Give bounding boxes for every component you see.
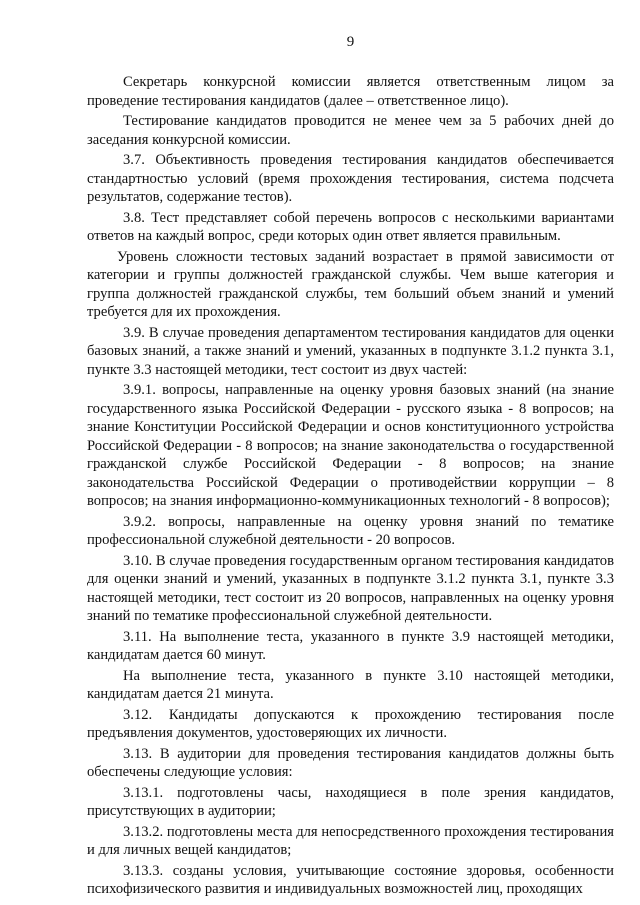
paragraph-difficulty-level: Уровень сложности тестовых заданий возрастает в прямой зависимости от категории и группы должностей гражданской службы. Чем выше категория и группа должностей гражданской службы, тем больший объем знаний и умений требуется для их прохождения. <box>87 248 614 320</box>
paragraph-3-13-1: 3.13.1. подготовлены часы, находящиеся в поле зрения кандидатов, присутствующих в аудитории; <box>87 784 614 819</box>
paragraph-3-13: 3.13. В аудитории для проведения тестирования кандидатов должны быть обеспечены следующие условия: <box>87 745 614 780</box>
paragraph-secretary: Секретарь конкурсной комиссии является ответственным лицом за проведение тестирования кандидатов (далее – ответственное лицо). <box>87 74 614 109</box>
page-number: 9 <box>346 34 355 50</box>
paragraph-3-11: 3.11. На выполнение теста, указанного в пункте 3.9 настоящей методики, кандидатам дается 60 минут. <box>87 628 614 663</box>
paragraph-testing-timing: Тестирование кандидатов проводится не менее чем за 5 рабочих дней до заседания конкурсной комиссии. <box>87 113 614 148</box>
paragraph-3-13-3: 3.13.3. созданы условия, учитывающие состояние здоровья, особенности психофизического развития и индивидуальных возможностей лиц, проходящих <box>87 862 614 897</box>
paragraph-3-13-2: 3.13.2. подготовлены места для непосредственного прохождения тестирования и для личных вещей кандидатов; <box>87 823 614 858</box>
paragraph-3-9: 3.9. В случае проведения департаментом тестирования кандидатов для оценки базовых знаний, а также знаний и умений, указанных в подпункте 3.1.2 пункта 3.1, пункте 3.3 настоящей методики, тест состоит из двух частей: <box>87 324 614 378</box>
paragraph-3-7: 3.7. Объективность проведения тестирования кандидатов обеспечивается стандартностью условий (время прохождения тестирования, система подсчета результатов, содержание тестов). <box>87 152 614 205</box>
paragraph-3-12: 3.12. Кандидаты допускаются к прохождению тестирования после предъявления документов, удостоверяющих их личности. <box>87 706 614 741</box>
paragraph-3-9-2: 3.9.2. вопросы, направленные на оценку уровня знаний по тематике профессиональной служебной деятельности - 20 вопросов. <box>87 513 614 548</box>
paragraph-3-8: 3.8. Тест представляет собой перечень вопросов с несколькими вариантами ответов на каждый вопрос, среди которых один ответ является правильным. <box>87 209 614 244</box>
paragraph-3-11-continued: На выполнение теста, указанного в пункте 3.10 настоящей методики, кандидатам дается 21 минута. <box>87 667 614 702</box>
paragraph-3-10: 3.10. В случае проведения государственным органом тестирования кандидатов для оценки знаний и умений, указанных в подпункте 3.1.2 пункта 3.1, пункте 3.3 настоящей методики, тест состоит из 20 вопросов, направленных на оценку уровня знаний по тематике профессиональной служебной деятельности. <box>87 552 614 624</box>
paragraph-3-9-1: 3.9.1. вопросы, направленные на оценку уровня базовых знаний (на знание государственного языка Российской Федерации - русского языка - 8 вопросов; на знание Конституции Российской Федерации и основ конституционного устройства Российской Федерации - 8 вопросов; на знание законодательства о государственной гражданской службе Российской Федерации - 8 вопросов; на знание законодательства Российской Федерации о противодействии коррупции – 8 вопросов; на знания информационно-коммуникационных технологий - 8 вопросов); <box>87 382 614 509</box>
